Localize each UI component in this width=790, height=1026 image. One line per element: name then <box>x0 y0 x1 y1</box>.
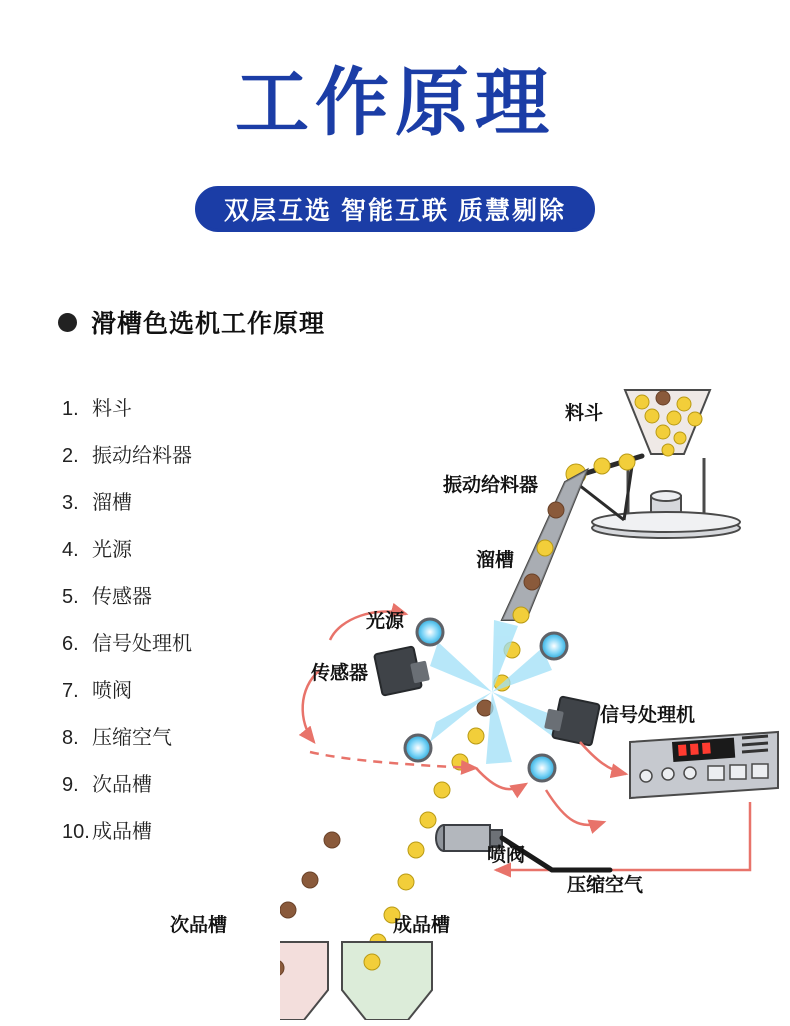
list-item-number: 7. <box>62 680 79 702</box>
list-item-label: 压缩空气 <box>92 727 172 749</box>
reject-bin-illustration <box>280 942 328 1020</box>
light-beams <box>430 620 556 764</box>
list-item <box>62 668 312 715</box>
list-item-number: 9. <box>62 774 79 796</box>
legend-list <box>62 386 312 856</box>
list-item <box>62 386 312 433</box>
list-item-number: 1. <box>62 398 79 420</box>
list-item-number: 5. <box>62 586 79 608</box>
list-item-number: 6. <box>62 633 79 655</box>
diagram-label-compressed-air: 压缩空气 <box>567 875 644 896</box>
list-item-number: 8. <box>62 727 79 749</box>
list-item-number: 10. <box>62 821 90 843</box>
list-item-number: 3. <box>62 492 79 514</box>
list-item-label: 成品槽 <box>92 821 152 843</box>
diagram-label-chute: 溜槽 <box>476 550 515 571</box>
list-item <box>62 762 312 809</box>
list-item-label: 传感器 <box>92 586 152 608</box>
list-item-label: 光源 <box>92 539 132 561</box>
list-item <box>62 574 312 621</box>
product-bin-illustration <box>342 942 432 1020</box>
list-item-label: 次品槽 <box>92 774 152 796</box>
list-item <box>62 527 312 574</box>
signal-processor-illustration <box>630 732 778 798</box>
list-item-label: 喷阀 <box>92 680 132 702</box>
diagram-label-light-source: 光源 <box>366 611 405 632</box>
section-heading <box>58 304 325 340</box>
list-item-label: 溜槽 <box>92 492 132 514</box>
list-item-label: 料斗 <box>92 398 132 420</box>
diagram-label-signal-processor: 信号处理机 <box>600 705 696 726</box>
process-diagram <box>170 370 785 1020</box>
page-title: 工作原理 <box>235 61 555 144</box>
subtitle-badge: 双层互选 智能互联 质慧剔除 <box>195 186 595 232</box>
diagram-svg <box>280 370 785 1020</box>
list-item-label: 信号处理机 <box>92 633 192 655</box>
list-item <box>62 480 312 527</box>
diagram-label-sensor: 传感器 <box>311 663 369 684</box>
bullet-dot-icon <box>58 313 77 332</box>
list-item <box>62 715 312 762</box>
list-item-label: 振动给料器 <box>92 445 192 467</box>
list-item <box>62 809 312 856</box>
diagram-label-feeder: 振动给料器 <box>443 475 539 496</box>
diagram-label-reject-bin: 次品槽 <box>170 915 228 936</box>
diagram-label-hopper: 料斗 <box>565 403 604 424</box>
list-item-number: 2. <box>62 445 79 467</box>
diagram-label-product-bin: 成品槽 <box>393 915 451 936</box>
list-item <box>62 621 312 668</box>
list-item <box>62 433 312 480</box>
list-item-number: 4. <box>62 539 79 561</box>
section-heading-label: 滑槽色选机工作原理 <box>91 310 326 338</box>
diagram-label-spray-valve: 喷阀 <box>487 845 526 866</box>
